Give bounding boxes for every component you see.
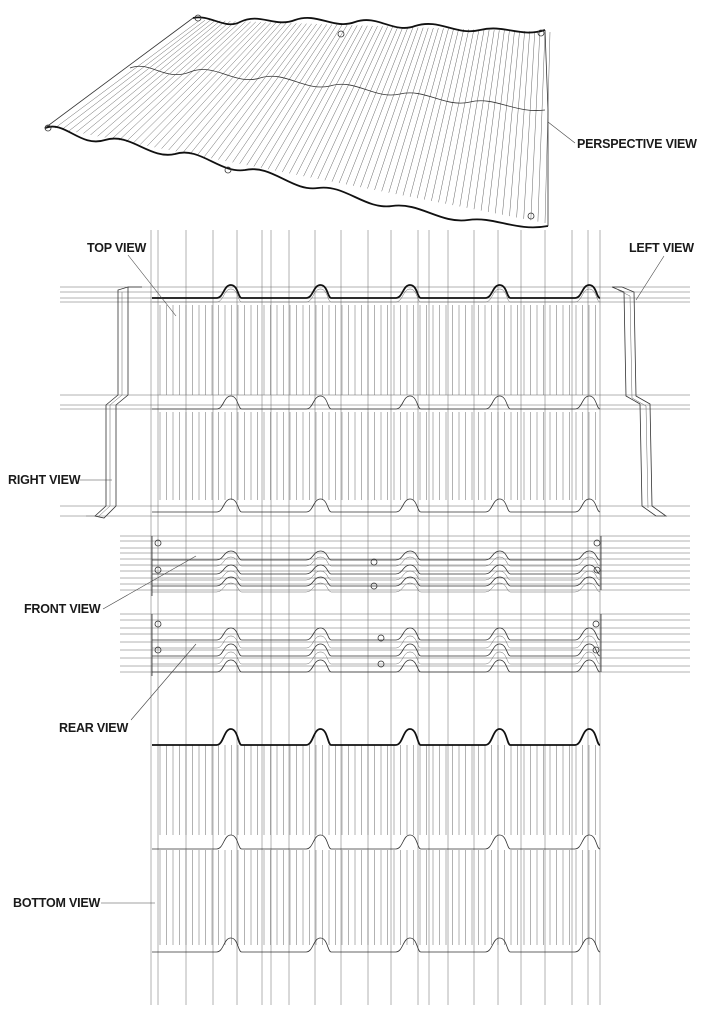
rear-view-label: REAR VIEW [59,721,129,735]
left-view-label: LEFT VIEW [629,241,694,255]
right-view-drawing [86,287,142,518]
leader-lines [80,122,664,903]
left-view-drawing [612,287,666,516]
front-view-drawing [120,536,690,596]
perspective-view-label: PERSPECTIVE VIEW [577,137,697,151]
bottom-view-label: BOTTOM VIEW [13,896,101,910]
rear-view-drawing [120,614,690,676]
right-view-label: RIGHT VIEW [8,473,81,487]
bottom-view-drawing [152,729,600,952]
top-view-label: TOP VIEW [87,241,147,255]
perspective-view-drawing [45,15,550,227]
front-view-label: FRONT VIEW [24,602,101,616]
